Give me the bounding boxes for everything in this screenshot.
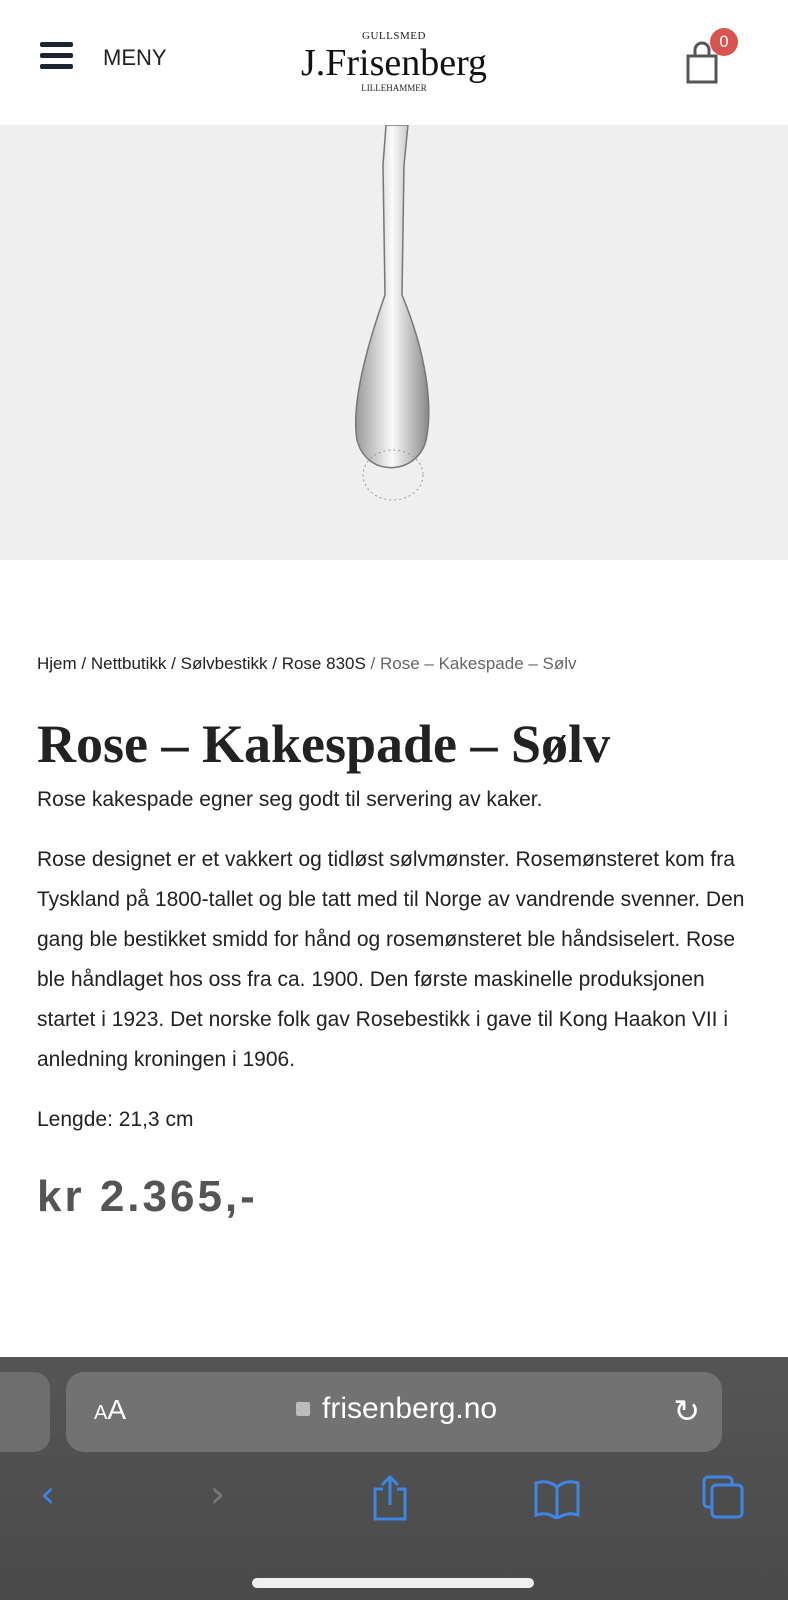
- back-icon[interactable]: ‹: [40, 1472, 56, 1516]
- product-price: kr 2.365,-: [37, 1172, 258, 1221]
- breadcrumb-separator: /: [365, 654, 380, 673]
- forward-icon: ›: [210, 1472, 226, 1516]
- product-content: [37, 652, 757, 1224]
- product-title: Rose – Kakespade – Sølv: [37, 714, 611, 774]
- breadcrumb-collection[interactable]: Rose 830S: [281, 654, 366, 673]
- logo-name: J.Frisenberg: [300, 42, 488, 84]
- breadcrumb-current: Rose – Kakespade – Sølv: [380, 654, 577, 673]
- previous-tab[interactable]: [0, 1372, 50, 1452]
- breadcrumb: [37, 652, 757, 676]
- breadcrumb-separator: /: [76, 654, 91, 673]
- cart-count-badge: 0: [710, 28, 738, 56]
- text-size-button[interactable]: AA: [94, 1394, 127, 1425]
- cake-server-image: [0, 125, 788, 560]
- product-length: Lengde: 21,3 cm: [37, 1108, 194, 1131]
- browser-toolbar: [0, 1357, 788, 1600]
- logo-city: LILLEHAMMER: [361, 83, 427, 93]
- breadcrumb-separator: /: [267, 654, 282, 673]
- product-intro: Rose kakespade egner seg godt til servering av kaker.: [37, 788, 543, 811]
- site-logo[interactable]: [288, 18, 500, 106]
- product-description: Rose designet er et vakkert og tidløst sølvmønster. Rosemønsteret kom fra Tyskland på 1800-tallet og ble tatt med til Norge av vandrende svenner. Den gang ble bestikket smidd for hånd og rosemønsteret ble håndsiselert. Rose ble håndlaget hos oss fra ca. 1900. Den første maskinelle produksjonen startet i 1923. Det norske folk gav Rosebestikk i gave til Kong Haakon VII i anledning kroningen i 1906.: [37, 848, 745, 1071]
- breadcrumb-home[interactable]: Hjem: [37, 654, 77, 673]
- reload-icon[interactable]: ↻: [673, 1392, 700, 1430]
- site-header: [0, 0, 788, 125]
- logo-crest: GULLSMED: [362, 30, 426, 42]
- breadcrumb-category[interactable]: Sølvbestikk: [180, 654, 268, 673]
- product-image[interactable]: [0, 125, 788, 560]
- tabs-icon[interactable]: [702, 1475, 744, 1519]
- share-icon[interactable]: [372, 1475, 408, 1521]
- address-bar[interactable]: [66, 1372, 722, 1452]
- lock-icon: [296, 1402, 310, 1416]
- breadcrumb-separator: /: [166, 654, 181, 673]
- bookmarks-icon[interactable]: [534, 1479, 580, 1519]
- menu-label[interactable]: MENY: [103, 45, 167, 70]
- url-text: frisenberg.no: [322, 1392, 498, 1425]
- hamburger-menu-icon[interactable]: [40, 42, 73, 70]
- breadcrumb-shop[interactable]: Nettbutikk: [90, 654, 167, 673]
- home-indicator[interactable]: [252, 1578, 534, 1588]
